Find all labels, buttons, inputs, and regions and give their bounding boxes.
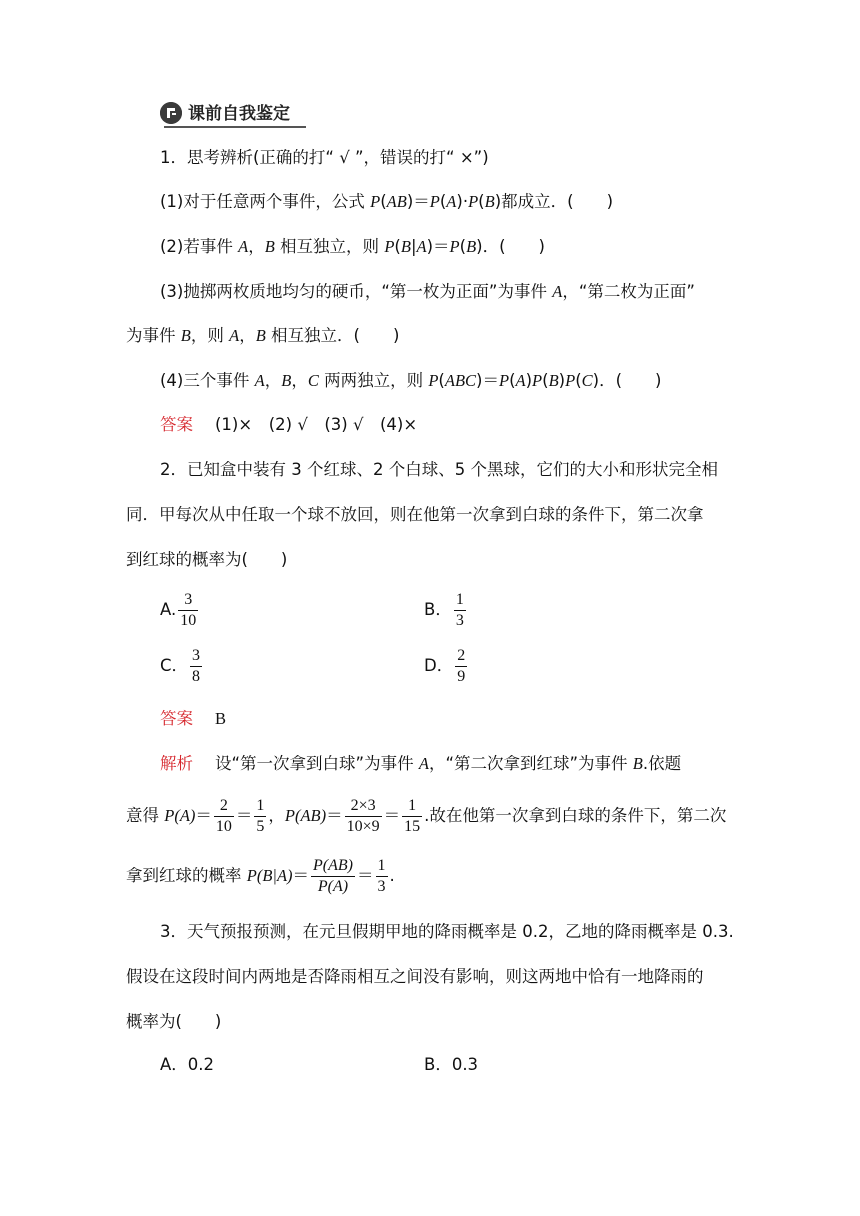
q2-analysis-line1: 解析 设“第一次拿到白球”为事件 A，“第二次拿到红球”为事件 B.依题 <box>160 754 682 773</box>
q1-stem: 1．思考辨析(正确的打“ √ ”，错误的打“ ×”) <box>160 148 489 167</box>
answer-label: 答案 <box>160 415 193 434</box>
q2-option-d: D． $\frac{2}{9}$ <box>424 647 466 685</box>
q2-stem-line2: 同．甲每次从中任取一个球不放回，则在他第一次拿到白球的条件下，第二次拿 <box>126 505 704 524</box>
q3-stem-line3: 概率为( ) <box>126 1012 222 1031</box>
q2-answer <box>160 707 226 731</box>
q2-stem-line3: 到红球的概率为( ) <box>126 550 288 569</box>
q1-statement-1: (1)对于任意两个事件，公式 P(AB)＝P(A)·P(B)都成立．( ) <box>160 192 614 211</box>
answer-text: B <box>215 709 227 728</box>
q1-answer <box>160 413 417 437</box>
analysis-label: 解析 <box>160 754 193 773</box>
header-underline <box>164 126 306 128</box>
section-title: 课前自我鉴定 <box>188 104 290 124</box>
q2-stem-line1: 2．已知盒中装有 3 个红球、2 个白球、5 个黑球，它们的大小和形状完全相 <box>160 460 718 479</box>
q2-option-b: B． $\frac{1}{3}$ <box>424 591 464 629</box>
q2-analysis-line2: 意得 P(A)＝ $\frac{2}{10}$ ＝ $\frac{1}{5}$ ，P(AB)＝ $\frac{2\times 3}{10\times 9}$ ＝ $\frac{1}{15}$ .故在他第一次拿到白球的条件下，第二次 <box>126 797 727 835</box>
q3-stem-line1: 3．天气预报预测，在元旦假期甲地的降雨概率是 0.2，乙地的降雨概率是 0.3. <box>160 922 734 941</box>
q1-statement-4: (4)三个事件 A，B，C 两两独立，则 P(ABC)＝P(A)P(B)P(C)．( ) <box>160 371 662 390</box>
q1-statement-3-line1: (3)抛掷两枚质地均匀的硬币，“第一枚为正面”为事件 A，“第二枚为正面” <box>160 282 695 301</box>
pencil-circle-icon <box>160 102 182 124</box>
q1-statement-2: (2)若事件 A，B 相互独立，则 P(B|A)＝P(B)．( ) <box>160 237 545 256</box>
q2-option-c: C． $\frac{3}{8}$ <box>160 647 201 685</box>
q2-analysis-line3: 拿到红球的概率 P(B|A)＝ $\frac{P(AB)}{P(A)}$ ＝ $\frac{1}{3}$ . <box>126 857 395 895</box>
q3-option-a: A．0.2 <box>160 1055 215 1074</box>
q1-statement-3-line2: 为事件 B，则 A，B 相互独立．( ) <box>126 326 400 345</box>
section-header <box>160 100 308 130</box>
q2-option-a: A. $\frac{3}{10}$ <box>160 591 197 629</box>
q3-option-b: B．0.3 <box>424 1055 479 1074</box>
answer-text: (1)× (2) √ (3) √ (4)× <box>215 415 418 434</box>
q3-stem-line2: 假设在这段时间内两地是否降雨相互之间没有影响，则这两地中恰有一地降雨的 <box>126 967 704 986</box>
answer-label: 答案 <box>160 709 193 728</box>
